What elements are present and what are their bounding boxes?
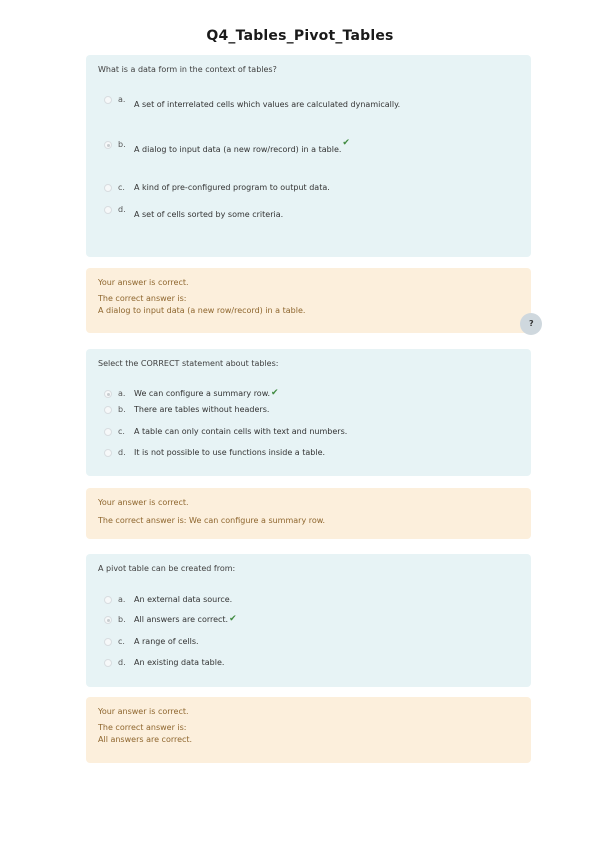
feedback-3 <box>86 697 531 763</box>
radio-button-selected[interactable] <box>104 616 112 624</box>
option-c[interactable] <box>104 183 330 192</box>
feedback-answer: A dialog to input data (a new row/record) in a table. <box>98 306 306 315</box>
feedback-answer: All answers are correct. <box>98 735 193 744</box>
option-a[interactable] <box>104 95 400 109</box>
option-d[interactable] <box>104 448 325 457</box>
option-text: A set of cells sorted by some criteria. <box>134 210 284 219</box>
option-b[interactable] <box>104 615 237 624</box>
question-text: What is a data form in the context of tables? <box>98 65 277 74</box>
option-c[interactable] <box>104 637 199 646</box>
radio-button[interactable] <box>104 206 112 214</box>
option-d[interactable] <box>104 205 283 219</box>
page-title: Q4_Tables_Pivot_Tables <box>206 28 394 44</box>
radio-button[interactable] <box>104 184 112 192</box>
option-text: An external data source. <box>134 595 233 604</box>
feedback-label: The correct answer is: We can configure a summary row. <box>98 516 326 525</box>
option-letter: c. <box>118 637 125 646</box>
option-letter: d. <box>118 448 126 457</box>
feedback-2 <box>86 488 531 539</box>
question-3 <box>86 554 531 687</box>
option-b[interactable] <box>104 405 269 414</box>
option-text: A table can only contain cells with text and numbers. <box>134 427 348 436</box>
radio-button[interactable] <box>104 428 112 436</box>
option-c[interactable] <box>104 427 347 436</box>
radio-button[interactable] <box>104 638 112 646</box>
help-button[interactable]: ? <box>520 313 542 335</box>
option-letter: a. <box>118 389 126 398</box>
option-letter: a. <box>118 95 126 104</box>
option-letter: a. <box>118 595 126 604</box>
feedback-label: The correct answer is: <box>98 723 187 732</box>
option-text: A range of cells. <box>134 637 199 646</box>
radio-button-selected[interactable] <box>104 141 112 149</box>
option-letter: c. <box>118 427 125 436</box>
radio-button[interactable] <box>104 406 112 414</box>
option-text: All answers are correct. <box>134 615 229 624</box>
option-letter: b. <box>118 405 126 414</box>
option-text: A kind of pre-configured program to output data. <box>134 183 330 192</box>
check-icon: ✔ <box>229 614 237 624</box>
question-1 <box>86 55 531 257</box>
question-text: Select the CORRECT statement about tables: <box>98 359 279 368</box>
radio-button[interactable] <box>104 96 112 104</box>
check-icon: ✔ <box>271 388 279 398</box>
radio-button[interactable] <box>104 449 112 457</box>
option-text: There are tables without headers. <box>134 405 270 414</box>
option-text: A set of interrelated cells which values are calculated dynamically. <box>134 100 401 109</box>
option-text: An existing data table. <box>134 658 225 667</box>
radio-button[interactable] <box>104 659 112 667</box>
option-d[interactable] <box>104 658 224 667</box>
feedback-status: Your answer is correct. <box>98 278 189 287</box>
option-letter: d. <box>118 205 126 214</box>
question-text: A pivot table can be created from: <box>98 564 236 573</box>
feedback-status: Your answer is correct. <box>98 498 189 507</box>
option-letter: c. <box>118 183 125 192</box>
radio-button-selected[interactable] <box>104 390 112 398</box>
feedback-label: The correct answer is: <box>98 294 187 303</box>
check-icon: ✔ <box>342 138 350 148</box>
option-letter: b. <box>118 615 126 624</box>
option-text: It is not possible to use functions inside a table. <box>134 448 326 457</box>
option-letter: b. <box>118 140 126 149</box>
feedback-1 <box>86 268 531 333</box>
option-letter: d. <box>118 658 126 667</box>
feedback-status: Your answer is correct. <box>98 707 189 716</box>
option-text: A dialog to input data (a new row/record) in a table. <box>134 145 342 154</box>
option-a[interactable] <box>104 595 232 604</box>
radio-button[interactable] <box>104 596 112 604</box>
option-text: We can configure a summary row. <box>134 389 271 398</box>
option-a[interactable] <box>104 389 279 398</box>
option-b[interactable] <box>104 140 350 154</box>
question-2 <box>86 349 531 476</box>
